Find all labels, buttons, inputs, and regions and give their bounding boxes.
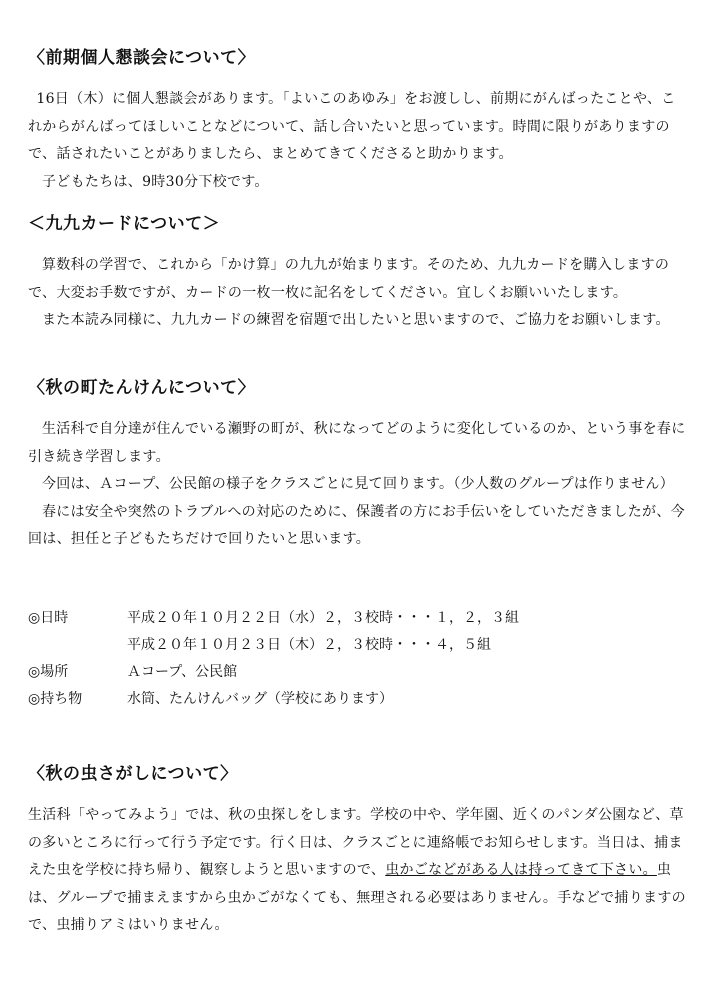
details-value: Ａコープ、公民館 xyxy=(127,664,238,680)
paragraph: 今回は、Ａコープ、公民館の様子をクラスごとに見て回ります。（少人数のグループは作りません） xyxy=(42,476,675,492)
paragraph: 子どもたちは、9時30分下校です。 xyxy=(42,173,269,190)
details-row-place xyxy=(28,659,688,686)
details-list xyxy=(28,605,688,713)
paragraph: また本読み同様に、九九カードの練習を宿題で出したいと思いますので、ご協力をお願いします。 xyxy=(42,312,670,328)
section-kondankai xyxy=(28,48,688,196)
paragraph-text: 虫は、グループで捕まえますから虫かごがなくても、無理される必要はありません。手などで捕りますので、虫捕りアミはいりません。 xyxy=(28,862,686,933)
paragraph xyxy=(28,802,688,940)
paragraph: 16日（木）に個人懇談会があります。「よいこのあゆみ」をお渡しし、前期にがんばったことや、これからがんばってほしいことなどについて、話し合いたいと思っています。時間に限りがありますので、話されたいことがありましたら、まとめてきてくださると助かります。 xyxy=(28,91,676,162)
section-heading: 〈前期個人懇談会について〉 xyxy=(28,48,256,68)
paragraph-text: 生活科「やってみよう」では、秋の虫探しをします。学校の中や、学年園、近くのパンダ公園など、草の多いところに行って行う予定です。行く日は、クラスごとに連絡帳でお知らせします。当日は、捕まえた虫を学校に持ち帰り、観察しようと思いますので、 xyxy=(28,807,684,878)
paragraph: 生活科で自分達が住んでいる瀬野の町が、秋になってどのように変化しているのか、という事を春に引き続き学習します。 xyxy=(28,421,686,465)
details-row-date xyxy=(28,605,688,632)
details-value: 平成２０年１０月２３日（木）２，３校時・・・４，５組 xyxy=(127,637,491,653)
section-heading: ＜九九カードについて＞ xyxy=(28,214,221,234)
details-label: ◎場所 xyxy=(28,664,69,680)
details-label: ◎日時 xyxy=(28,610,69,626)
details-value: 水筒、たんけんバッグ（学校にあります） xyxy=(127,691,393,707)
section-heading: 〈秋の町たんけんについて〉 xyxy=(28,378,256,398)
section-machi-tanken xyxy=(28,378,688,554)
paragraph: 春には安全や突然のトラブルへの対応のために、保護者の方にお手伝いをしていただきましたが、今回は、担任と子どもたちだけで回りたいと思います。 xyxy=(28,503,685,547)
section-kuku-card xyxy=(28,214,688,335)
paragraph: 算数科の学習で、これから「かけ算」の九九が始まります。そのため、九九カードを購入しますので、大変お手数ですが、カードの一枚一枚に記名をしてください。宜しくお願いいたします。 xyxy=(28,257,670,301)
details-row-items xyxy=(28,686,688,713)
details-value: 平成２０年１０月２２日（水）２，３校時・・・１，２，３組 xyxy=(127,610,519,626)
details-label: ◎持ち物 xyxy=(28,691,83,707)
underlined-request: 虫かごなどがある人は持ってきて下さい。 xyxy=(385,862,657,878)
details-row-date-2 xyxy=(28,632,688,659)
section-heading: 〈秋の虫さがしについて〉 xyxy=(28,764,238,784)
section-mushi-sagashi xyxy=(28,764,688,940)
